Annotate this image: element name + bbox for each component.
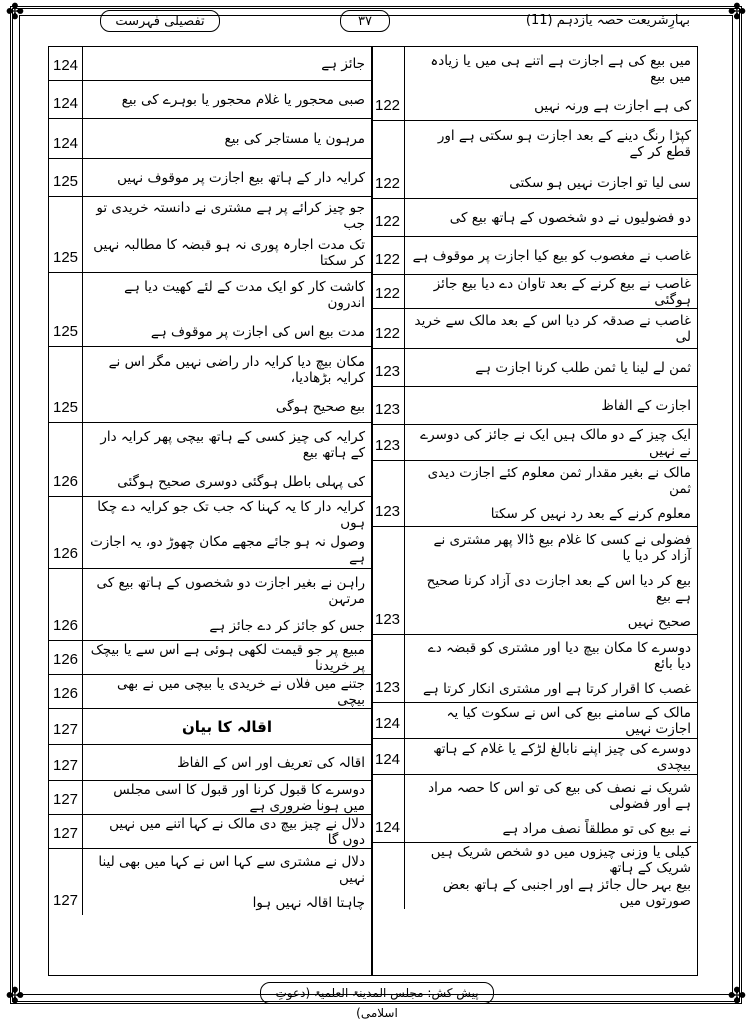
entry-page-number: 124 — [49, 47, 83, 80]
entry-text — [405, 843, 697, 909]
entry-text — [83, 197, 371, 272]
entry-line: صحیح نہیں — [627, 613, 691, 630]
index-entry — [49, 849, 371, 915]
entry-page-number: 124 — [49, 119, 83, 158]
entry-text — [83, 641, 371, 674]
index-entry — [49, 781, 371, 815]
entry-line: غاصب نے صدقہ کر دیا اس کے بعد مالک سے خرید لی — [414, 312, 691, 345]
entry-line: جس کو جائز کر دے جائز ہے — [209, 618, 365, 635]
entry-line: کی پہلی باطل ہوگئی دوسری صحیح ہوگئی — [117, 473, 365, 490]
entry-page-number: 124 — [371, 775, 405, 842]
column-divider — [371, 47, 373, 975]
corner-ornament-icon: ✤ — [5, 0, 25, 25]
entry-page-number: 127 — [49, 709, 83, 744]
entry-text — [83, 849, 371, 915]
entry-line: تک مدت اجارہ پوری نہ ہو قبضہ کا مطالبہ نہیں کر سکتا — [93, 237, 365, 270]
index-entry — [371, 275, 697, 309]
index-entry — [371, 237, 697, 275]
entry-line: صبی محجور یا غلام محجور یا بوہرے کی بیع — [121, 91, 365, 108]
index-entry — [49, 159, 371, 197]
index-entry — [49, 119, 371, 159]
entry-line: غصب کا اقرار کرتا ہے اور مشتری انکار کرتا ہے — [423, 681, 691, 698]
entry-text — [83, 47, 371, 80]
entry-text — [405, 47, 697, 120]
entry-line: جتنے میں فلاں نے خریدی یا بیچی میں نے بھی بیچی — [116, 675, 365, 708]
entry-text — [83, 119, 371, 158]
left-index-column — [49, 47, 371, 975]
entry-text — [83, 273, 371, 346]
entry-line: کیلی یا وزنی چیزوں میں دو شخص شریک ہیں شریک کے ہاتھ — [430, 843, 691, 876]
entry-text — [405, 309, 697, 348]
index-entry — [49, 423, 371, 497]
entry-text — [83, 81, 371, 118]
entry-page-number: 124 — [371, 739, 405, 774]
publisher-footer: پیش کش: مجلس المدینۃ العلمیۃ (دعوتِ اسلامی) — [260, 982, 494, 1004]
index-entry — [49, 47, 371, 81]
index-entry — [49, 347, 371, 423]
index-entry — [49, 197, 371, 273]
entry-line: شریک نے نصف کی بیع کی تو اس کا حصہ مراد ہے اور فضولی — [428, 779, 691, 812]
entry-page-number: 122 — [371, 199, 405, 236]
index-table — [48, 46, 698, 976]
entry-page-number: 123 — [371, 461, 405, 526]
index-entry — [371, 843, 697, 909]
entry-text — [83, 159, 371, 196]
entry-line: کرایہ کی چیز کسی کے ہاتھ بیچی پھر کرایہ دار کے ہاتھ بیع — [100, 429, 365, 462]
entry-line: مرہون یا مستاجر کی بیع — [224, 130, 365, 147]
index-entry — [49, 709, 371, 745]
index-entry — [371, 703, 697, 739]
entry-page-number: 123 — [371, 425, 405, 460]
index-entry — [371, 349, 697, 387]
entry-line: کرایہ دار کے ہاتھ بیع اجازت پر موقوف نہیں — [117, 169, 365, 186]
index-entry — [371, 425, 697, 461]
entry-page-number: 125 — [49, 273, 83, 346]
entry-page-number: 124 — [49, 81, 83, 118]
entry-page-number: 125 — [49, 197, 83, 272]
entry-line: دوسرے کا قبول کرنا اور قبول کا اسی مجلس میں ہونا ضروری ہے — [113, 781, 365, 814]
entry-text — [405, 275, 697, 308]
entry-line: فضولی نے کسی کا غلام بیع ڈالا پھر مشتری نے آزاد کر دیا یا — [433, 531, 691, 564]
corner-ornament-icon: ✤ — [727, 984, 747, 1009]
entry-text — [405, 461, 697, 526]
entry-line: کی ہے اجازت ہے ورنہ نہیں — [534, 97, 691, 114]
entry-page-number: 127 — [49, 781, 83, 814]
entry-text — [83, 815, 371, 848]
entry-text — [405, 237, 697, 274]
index-entry — [371, 527, 697, 635]
entry-line: دوسرے کا مکان بیچ دیا اور مشتری کو قبضہ دے دیا بائع — [427, 639, 691, 672]
entry-page-number: 125 — [49, 159, 83, 196]
entry-line: جو چیز کرائے پر ہے مشتری نے دانستہ خریدی تو جب — [96, 199, 365, 232]
index-entry — [49, 497, 371, 569]
entry-line: ثمن لے لینا یا ثمن طلب کرنا اجازت ہے — [475, 359, 691, 376]
index-entry — [49, 675, 371, 709]
entry-line: دو فضولیوں نے دو شخصوں کے ہاتھ بیع کی — [449, 209, 691, 226]
index-entry — [371, 121, 697, 199]
entry-line: اقالہ کی تعریف اور اس کے الفاظ — [177, 754, 365, 771]
entry-text — [405, 387, 697, 424]
entry-text — [405, 703, 697, 738]
entry-line: اقالہ کا بیان — [181, 717, 272, 736]
entry-line: سی لیا تو اجازت نہیں ہو سکتی — [509, 174, 691, 191]
entry-page-number: 124 — [371, 703, 405, 738]
entry-line: کرایہ دار کا یہ کہنا کہ جب تک جو کرایہ دے چکا ہوں — [97, 498, 365, 531]
index-entry — [49, 273, 371, 347]
entry-page-number: 123 — [371, 387, 405, 424]
entry-page-number: 122 — [371, 47, 405, 120]
entry-page-number — [371, 843, 405, 909]
entry-line: دوسرے کی چیز اپنے نابالغ لڑکے یا غلام کے ہاتھ بیچدی — [433, 740, 691, 773]
entry-text — [405, 425, 697, 460]
index-entry — [49, 81, 371, 119]
entry-line: غاصب نے بیع کرنے کے بعد تاوان دے دیا بیع جائز ہوگئی — [433, 275, 691, 308]
index-entry — [49, 745, 371, 781]
page-number: ۳۷ — [340, 10, 390, 32]
entry-page-number: 126 — [49, 569, 83, 640]
index-entry — [371, 387, 697, 425]
entry-text — [405, 739, 697, 774]
entry-text — [83, 745, 371, 780]
section-title: تفصیلی فہرست — [100, 10, 220, 32]
entry-text — [83, 423, 371, 496]
index-entry — [371, 309, 697, 349]
entry-text — [83, 709, 371, 744]
entry-line: مالک کے سامنے بیع کی اس نے سکوت کیا یہ اجازت نہیں — [446, 704, 691, 737]
entry-page-number: 123 — [371, 635, 405, 702]
entry-line: دلال نے چیز بیچ دی مالک نے کہا اتنے میں نہیں دوں گا — [109, 815, 365, 848]
entry-page-number: 122 — [371, 309, 405, 348]
entry-page-number: 123 — [371, 349, 405, 386]
index-entry — [49, 569, 371, 641]
entry-line: اجازت کے الفاظ — [601, 397, 691, 414]
entry-line: بیع کر دیا اس کے بعد اجازت دی آزاد کرنا صحیح ہے بیع — [426, 572, 691, 605]
entry-text — [83, 497, 371, 568]
entry-text — [405, 199, 697, 236]
entry-line: بیع صحیح ہوگی — [275, 399, 365, 416]
entry-line: میں بیع کی ہے اجازت ہے اتنے ہی میں یا زیادہ میں بیع — [430, 53, 691, 86]
entry-text — [83, 675, 371, 708]
entry-text — [405, 121, 697, 198]
entry-line: وصول نہ ہو جائے مجھے مکان چھوڑ دو، یہ اجازت ہے — [90, 534, 365, 567]
entry-page-number: 123 — [371, 527, 405, 634]
entry-page-number: 122 — [371, 237, 405, 274]
entry-page-number: 127 — [49, 815, 83, 848]
page-header — [44, 8, 708, 34]
entry-line: چاہتا اقالہ نہیں ہوا — [252, 894, 365, 911]
entry-line: راہن نے بغیر اجازت دو شخصوں کے ہاتھ بیع کی مرتہن — [96, 574, 365, 607]
index-entry — [49, 815, 371, 849]
entry-line: کپڑا رنگ دینے کے بعد اجازت ہو سکتی ہے اور قطع کر کے — [437, 128, 691, 161]
corner-ornament-icon: ✤ — [727, 0, 747, 25]
index-entry — [371, 775, 697, 843]
book-title: بہارِشریعت حصہ یازدہم (11) — [525, 13, 691, 28]
index-entry — [371, 461, 697, 527]
entry-text — [405, 635, 697, 702]
index-entry — [371, 199, 697, 237]
entry-text — [83, 569, 371, 640]
entry-page-number: 127 — [49, 849, 83, 915]
entry-line: ایک چیز کے دو مالک ہیں ایک نے جائز کی دوسرے نے نہیں — [420, 426, 691, 459]
entry-page-number: 126 — [49, 497, 83, 568]
entry-text — [405, 775, 697, 842]
right-index-column — [371, 47, 697, 975]
entry-page-number: 127 — [49, 745, 83, 780]
index-entry — [371, 635, 697, 703]
index-entry — [371, 47, 697, 121]
entry-text — [83, 781, 371, 814]
entry-line: جائز ہے — [321, 55, 365, 72]
entry-line: نے بیع کی تو مطلقاً نصف مراد ہے — [502, 821, 691, 838]
entry-line: کاشت کار کو ایک مدت کے لئے کھیت دیا ہے اندرون — [124, 279, 365, 312]
entry-page-number: 122 — [371, 275, 405, 308]
index-entry — [371, 739, 697, 775]
entry-line: مالک نے بغیر مقدار ثمن معلوم کئے اجازت دیدی ثمن — [427, 465, 691, 498]
entry-line: معلوم کرنے کے بعد رد نہیں کر سکتا — [490, 505, 691, 522]
index-entry — [49, 641, 371, 675]
entry-text — [405, 527, 697, 634]
entry-text — [83, 347, 371, 422]
entry-page-number: 122 — [371, 121, 405, 198]
entry-line: مکان بیچ دیا کرایہ دار راضی نہیں مگر اس نے کرایہ بڑھادیا، — [108, 353, 365, 386]
entry-line: مدت بیع اس کی اجازت پر موقوف ہے — [150, 323, 365, 340]
entry-text — [405, 349, 697, 386]
entry-line: بیع بہر حال جائز ہے اور اجنبی کے ہاتھ بعض صورتوں میں — [442, 876, 691, 909]
entry-page-number: 126 — [49, 675, 83, 708]
entry-line: غاصب نے مغصوب کو بیع کیا اجازت پر موقوف ہے — [412, 247, 691, 264]
entry-page-number: 126 — [49, 641, 83, 674]
entry-page-number: 125 — [49, 347, 83, 422]
corner-ornament-icon: ✤ — [5, 984, 25, 1009]
entry-line: مبیع پر جو قیمت لکھی ہوئی ہے اس سے یا بیچک پر خریدنا — [90, 641, 365, 674]
entry-page-number: 126 — [49, 423, 83, 496]
entry-line: دلال نے مشتری سے کہا اس نے کہا میں بھی لینا نہیں — [98, 853, 365, 886]
